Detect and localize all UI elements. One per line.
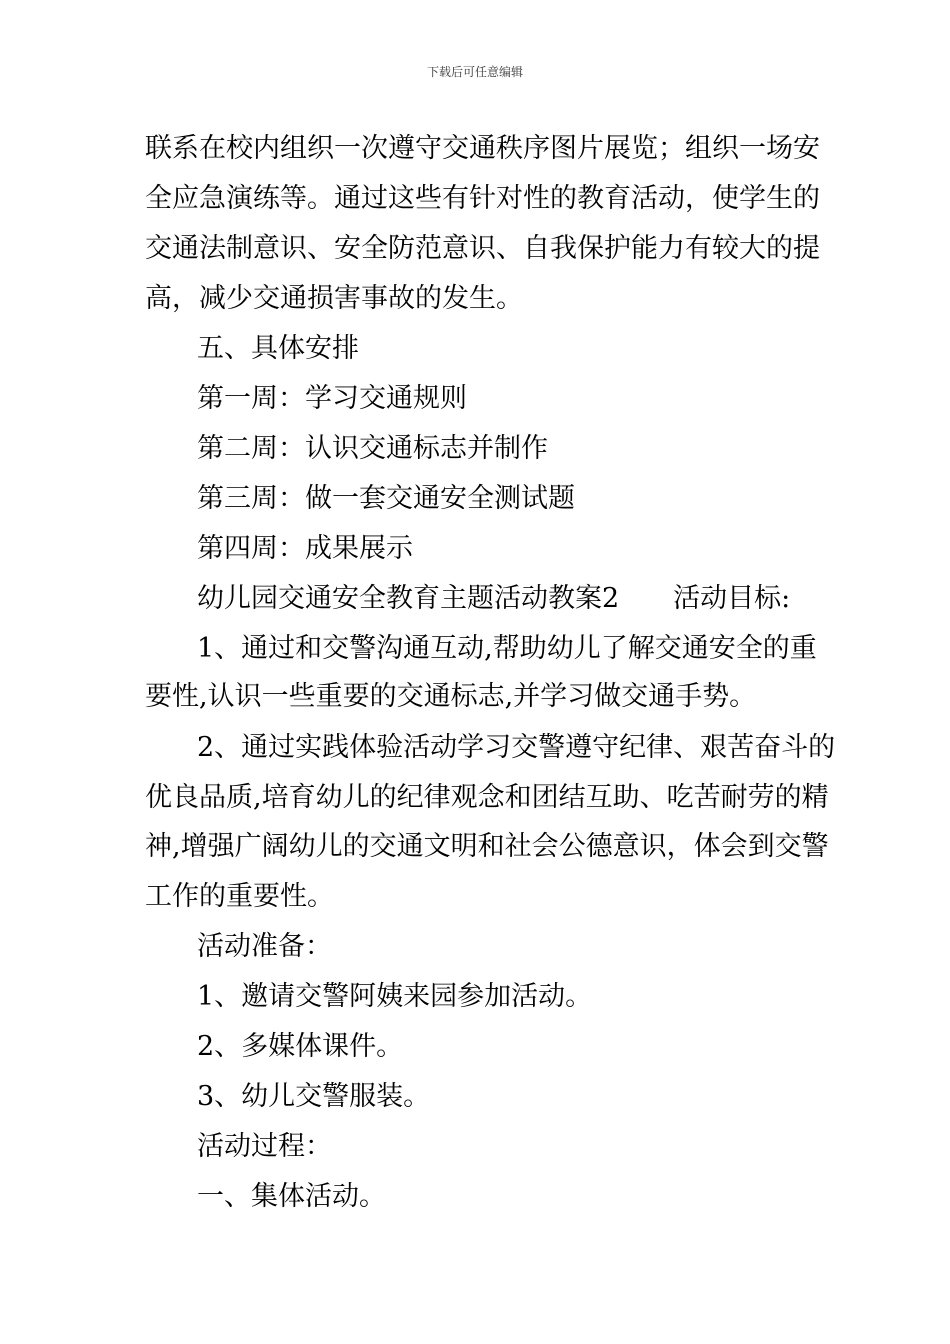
- lesson-title: 幼儿园交通安全教育主题活动教案2 活动目标:: [197, 583, 791, 614]
- body-line: 交通法制意识、安全防范意识、自我保护能力有较大的提: [145, 233, 820, 264]
- section-heading: 活动准备：: [197, 931, 332, 962]
- body-line: 工作的重要性。: [145, 881, 334, 912]
- body-line: 高，减少交通损害事故的发生。: [145, 283, 523, 314]
- list-item: 3、幼儿交警服装。: [197, 1081, 431, 1112]
- body-line: 全应急演练等。通过这些有针对性的教育活动，使学生的: [145, 183, 820, 214]
- schedule-item: 第一周：学习交通规则: [197, 383, 467, 414]
- body-line: 2、通过实践体验活动学习交警遵守纪律、艰苦奋斗的: [197, 732, 836, 763]
- list-item: 2、多媒体课件。: [197, 1031, 404, 1062]
- section-heading: 五、具体安排: [197, 333, 359, 364]
- section-heading: 活动过程：: [197, 1131, 332, 1162]
- list-item: 1、邀请交警阿姨来园参加活动。: [197, 981, 593, 1012]
- body-line: 神,增强广阔幼儿的交通文明和社会公德意识，体会到交警: [145, 831, 829, 862]
- body-line: 要性,认识一些重要的交通标志,并学习做交通手势。: [145, 681, 757, 712]
- section-heading: 一、集体活动。: [197, 1181, 386, 1212]
- schedule-item: 第二周：认识交通标志并制作: [197, 433, 548, 464]
- body-line: 联系在校内组织一次遵守交通秩序图片展览；组织一场安: [145, 133, 820, 164]
- body-line: 1、通过和交警沟通互动,帮助幼儿了解交通安全的重: [197, 633, 817, 664]
- page-header-note: 下载后可任意编辑: [426, 65, 523, 79]
- body-line: 优良品质,培育幼儿的纪律观念和团结互助、吃苦耐劳的精: [145, 782, 829, 813]
- schedule-item: 第三周：做一套交通安全测试题: [197, 483, 575, 514]
- schedule-item: 第四周：成果展示: [197, 533, 413, 564]
